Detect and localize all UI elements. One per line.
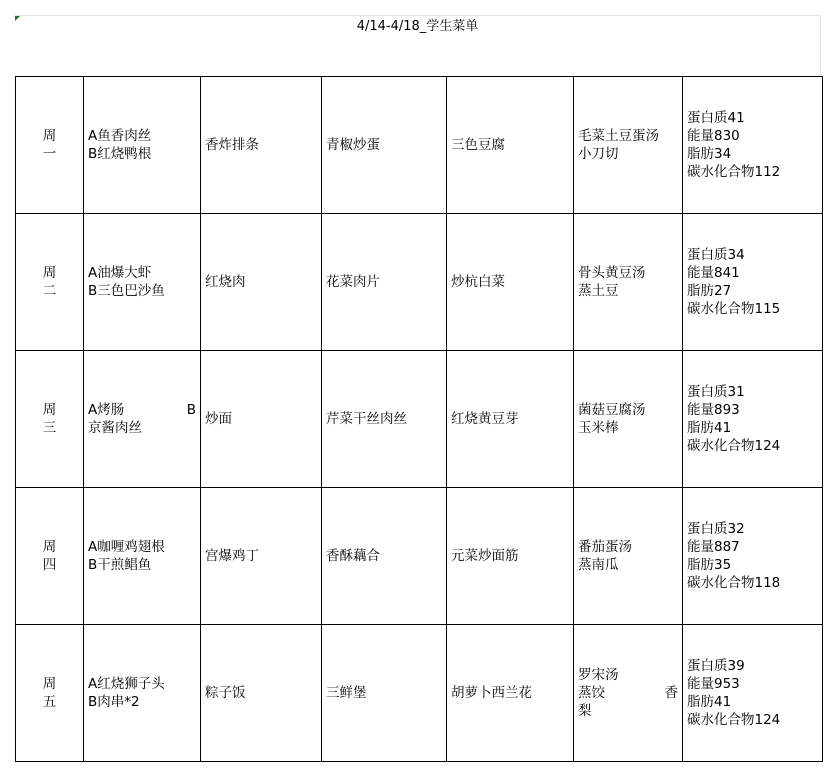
table-row-wednesday bbox=[16, 351, 823, 488]
nutrition-cell: 蛋白质39 能量953 脂肪41 碳水化合物124 bbox=[683, 625, 823, 762]
nutrition-cell: 蛋白质34 能量841 脂肪27 碳水化合物115 bbox=[683, 214, 823, 351]
dish-cell: 红烧黄豆芽 bbox=[447, 351, 574, 488]
dish-cell: 炒面 bbox=[201, 351, 322, 488]
soup-cell: 骨头黄豆汤 蒸土豆 bbox=[574, 214, 683, 351]
dish-cell: 三鲜堡 bbox=[322, 625, 447, 762]
dish-cell: 三色豆腐 bbox=[447, 77, 574, 214]
soup-cell: 菌菇豆腐汤 玉米棒 bbox=[574, 351, 683, 488]
dish-cell: 香炸排条 bbox=[201, 77, 322, 214]
dish-cell: 香酥藕合 bbox=[322, 488, 447, 625]
dish-cell: 红烧肉 bbox=[201, 214, 322, 351]
dish-cell: 宫爆鸡丁 bbox=[201, 488, 322, 625]
table-row-tuesday bbox=[16, 214, 823, 351]
day-cell: 周 二 bbox=[16, 214, 84, 351]
table-row-thursday bbox=[16, 488, 823, 625]
main-dish-cell: A鱼香肉丝 B红烧鸭根 bbox=[84, 77, 201, 214]
day-cell: 周 五 bbox=[16, 625, 84, 762]
day-cell: 周 一 bbox=[16, 77, 84, 214]
dish-cell: 青椒炒蛋 bbox=[322, 77, 447, 214]
table-row-monday bbox=[16, 77, 823, 214]
dish-cell: 芹菜干丝肉丝 bbox=[322, 351, 447, 488]
dish-cell: 元菜炒面筋 bbox=[447, 488, 574, 625]
soup-cell: 毛菜土豆蛋汤 小刀切 bbox=[574, 77, 683, 214]
day-cell: 周 三 bbox=[16, 351, 84, 488]
dish-cell: 粽子饭 bbox=[201, 625, 322, 762]
main-dish-cell: A油爆大虾 B三色巴沙鱼 bbox=[84, 214, 201, 351]
page-title: 4/14-4/18_学生菜单 bbox=[356, 19, 479, 34]
table-row-friday bbox=[16, 625, 823, 762]
main-dish-cell: A咖喱鸡翅根 B干煎鲳鱼 bbox=[84, 488, 201, 625]
main-dish-cell: A红烧狮子头 B肉串*2 bbox=[84, 625, 201, 762]
main-dish-cell: A烤肠 B 京酱肉丝 bbox=[84, 351, 201, 488]
dish-cell: 花菜肉片 bbox=[322, 214, 447, 351]
dish-cell: 炒杭白菜 bbox=[447, 214, 574, 351]
soup-cell: 番茄蛋汤 蒸南瓜 bbox=[574, 488, 683, 625]
soup-cell: 罗宋汤 蒸饺 香 梨 bbox=[574, 625, 683, 762]
nutrition-cell: 蛋白质31 能量893 脂肪41 碳水化合物124 bbox=[683, 351, 823, 488]
nutrition-cell: 蛋白质41 能量830 脂肪34 碳水化合物112 bbox=[683, 77, 823, 214]
menu-table bbox=[15, 76, 823, 762]
dish-cell: 胡萝卜西兰花 bbox=[447, 625, 574, 762]
title-band bbox=[15, 15, 821, 75]
day-cell: 周 四 bbox=[16, 488, 84, 625]
nutrition-cell: 蛋白质32 能量887 脂肪35 碳水化合物118 bbox=[683, 488, 823, 625]
